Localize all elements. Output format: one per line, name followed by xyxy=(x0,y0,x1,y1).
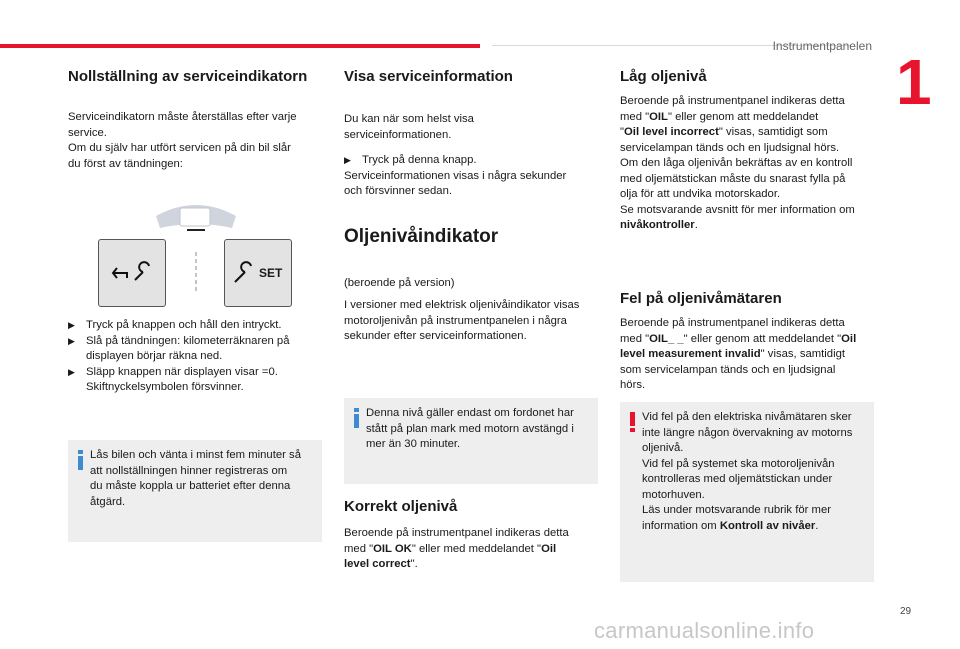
heading-oil-indicator: Oljenivåindikator xyxy=(344,226,499,247)
oil-indicator-text: I versioner med elektrisk oljenivåindikator visas motoroljenivån på instrumentpanelen i några sekunder efter serviceinformationen. xyxy=(344,299,580,342)
chapter-number: 1 xyxy=(896,46,932,118)
button-illustration xyxy=(96,196,296,311)
info-icon xyxy=(352,408,361,428)
wrench-icon xyxy=(229,240,259,306)
show-service-text: Du kan när som helst visa serviceinformationen. ▶ Tryck på denna knapp. Serviceinformationen visas i några sekunder och försvinner sedan. xyxy=(344,112,599,200)
header-accent-bar xyxy=(0,44,480,48)
oil-gauge-fault-text: Beroende på instrumentpanel indikeras detta med "OIL_ _" eller genom att meddelandet "Oil level measurement invalid" visas, samtidigt som servicelampan tänds och en ljudsignal hörs. xyxy=(620,317,857,391)
warning-note: Vid fel på den elektriska nivåmätaren sker inte längre någon övervakning av motorns oljenivå. Vid fel på systemet ska motoroljenivån kontrolleras med oljemätstickan under motorhuven. Läs under motsvarande rubrik för mer information om Kontroll av nivåer. xyxy=(620,402,874,582)
low-oil-text: Beroende på instrumentpanel indikeras detta med "OIL" eller genom att meddelandet "Oil level incorrect" visas, samtidigt som servicelampan tänds och en ljudsignal hörs. Om den låga oljenivån bekräftas av en kontroll med oljemätstickan måste du snarast fylla på olja för att undvika motorskador. Se motsvarande avsnitt för mer information om nivåkontroller. xyxy=(620,95,855,231)
version-note: (beroende på version) xyxy=(344,277,455,289)
section-title: Instrumentpanelen xyxy=(772,39,872,53)
set-label: SET xyxy=(259,266,283,280)
list-item: ▶ Tryck på knappen och håll den intryckt. xyxy=(68,319,282,331)
reset-button[interactable] xyxy=(98,239,166,307)
page-number: 29 xyxy=(900,606,912,617)
set-button[interactable] xyxy=(224,239,292,307)
warning-icon xyxy=(628,412,637,432)
info-note: Denna nivå gäller endast om fordonet har stått på plan mark med motorn avstängd i mer än 30 minuter. xyxy=(344,398,598,484)
return-wrench-icon xyxy=(99,240,165,306)
reset-intro: Serviceindikatorn måste återställas efter varje service. Om du själv har utfört servicen på din bil slår du först av tändningen: xyxy=(68,111,297,170)
list-item: ▶ Släpp knappen när displayen visar =0. Skiftnyckelsymbolen försvinner. xyxy=(68,365,278,393)
watermark: carmanualsonline.info xyxy=(594,618,815,643)
list-item: ▶ Tryck på denna knapp. xyxy=(344,154,477,166)
info-icon xyxy=(76,450,85,470)
info-note: Lås bilen och vänta i minst fem minuter så att nollställningen hinner registreras om du måste koppla ur batteriet efter denna åtgärd. xyxy=(68,440,322,542)
correct-oil-text: Beroende på instrumentpanel indikeras detta med "OIL OK" eller med meddelandet "Oil level correct". xyxy=(344,527,569,570)
heading-correct-oil: Korrekt oljenivå xyxy=(344,498,458,515)
heading-oil-gauge-fault: Fel på oljenivåmätaren xyxy=(620,290,782,307)
heading-reset-service: Nollställning av serviceindikatorn xyxy=(68,68,308,85)
heading-show-service: Visa serviceinformation xyxy=(344,68,513,85)
list-item: ▶ Slå på tändningen: kilometerräknaren på displayen börjar räkna ned. xyxy=(68,334,290,362)
heading-low-oil: Låg oljenivå xyxy=(620,68,707,85)
reset-steps xyxy=(68,318,323,396)
